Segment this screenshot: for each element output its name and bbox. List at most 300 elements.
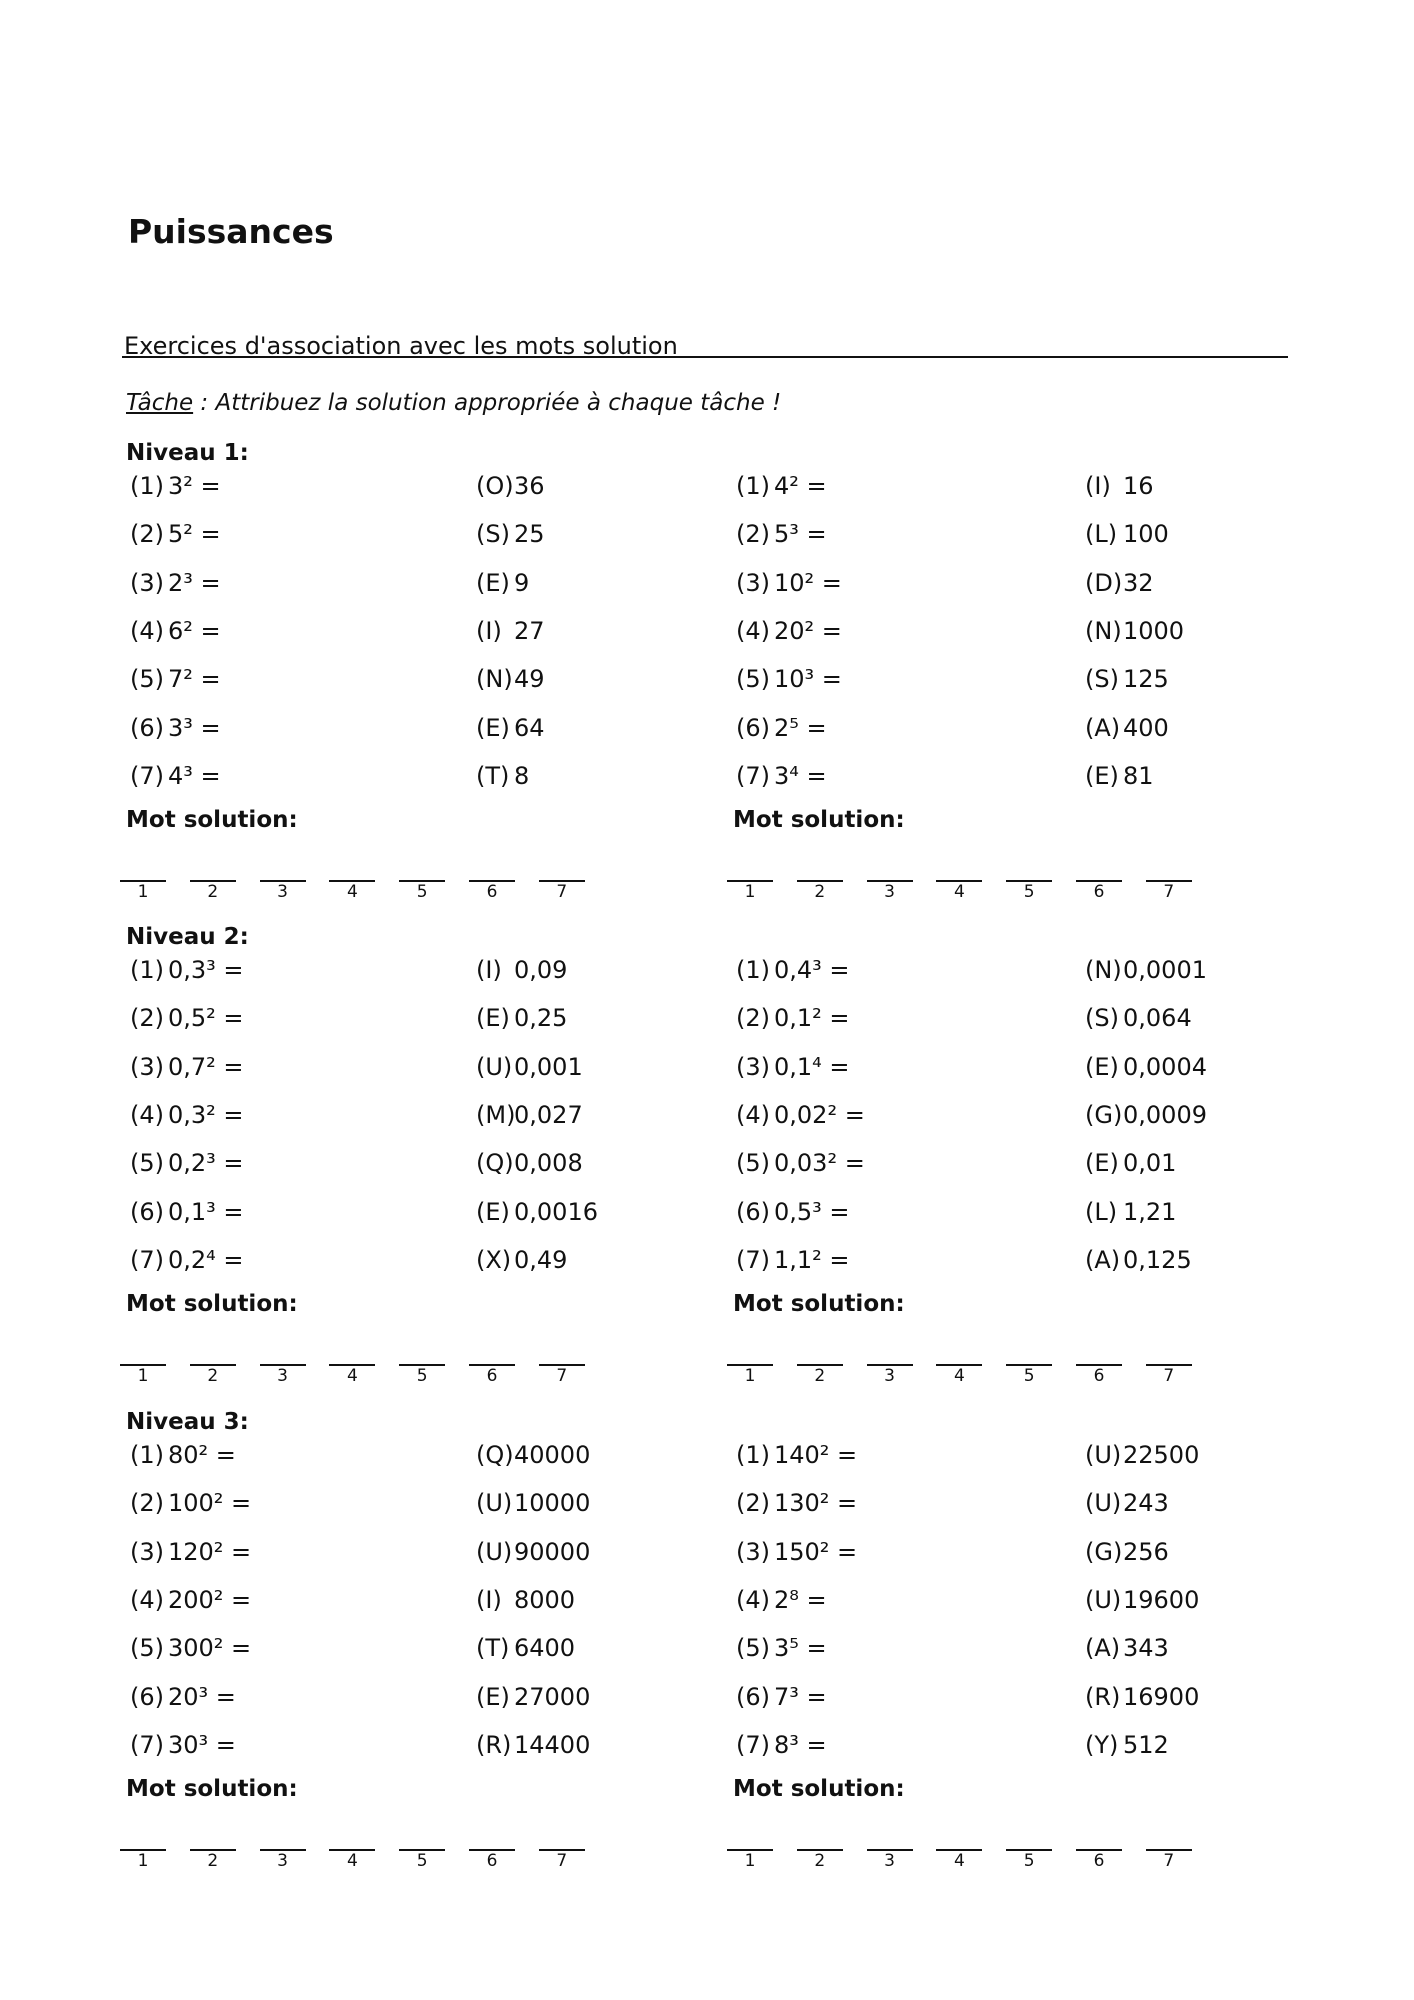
question-item <box>736 1198 850 1226</box>
answer-letter: (I) <box>1085 472 1111 500</box>
answer-value: 125 <box>1123 665 1169 694</box>
answer-value: 90000 <box>514 1537 591 1566</box>
question-item <box>130 1586 251 1614</box>
blank-number: 2 <box>814 882 826 902</box>
question-item <box>736 520 827 548</box>
blank-number: 2 <box>207 1851 219 1871</box>
answer-value: 0,027 <box>514 1100 583 1129</box>
answer-item <box>476 762 529 790</box>
mot-solution-label: Mot solution: <box>733 1776 905 1802</box>
answer-item <box>476 1731 590 1759</box>
question-expression: 0,2⁴ = <box>168 1245 244 1274</box>
question-number: (1) <box>130 1441 164 1469</box>
answer-item <box>476 1538 590 1566</box>
answer-letter: (T) <box>476 761 510 790</box>
mot-solution-label: Mot solution: <box>733 807 905 833</box>
answer-value: 27 <box>514 616 545 645</box>
blank-number: 6 <box>1093 1366 1105 1386</box>
question-number: (3) <box>130 1052 164 1081</box>
blank-number: 1 <box>744 882 756 902</box>
question-number: (3) <box>736 568 770 597</box>
blank-number: 3 <box>884 1851 895 1871</box>
question-item <box>736 665 842 693</box>
question-item <box>736 1441 857 1469</box>
blank-number: 1 <box>137 882 149 902</box>
answer-item <box>1085 1004 1192 1032</box>
answer-item <box>1085 1538 1169 1566</box>
answer-item <box>1085 665 1169 693</box>
answer-item <box>1085 1489 1169 1517</box>
question-item <box>736 956 850 984</box>
blank-number: 3 <box>277 1851 288 1871</box>
answer-item <box>476 1634 575 1662</box>
question-item <box>736 1538 857 1566</box>
niveau-title: Niveau 3: <box>126 1409 249 1435</box>
question-expression: 4³ = <box>168 761 221 790</box>
blank-number: 5 <box>416 1366 428 1386</box>
answer-value: 36 <box>514 472 545 500</box>
answer-letter: (G) <box>1085 1100 1123 1129</box>
answer-letter: (U) <box>476 1537 513 1566</box>
question-number: (5) <box>130 665 164 694</box>
question-expression: 130² = <box>774 1489 858 1518</box>
question-expression: 30³ = <box>168 1730 236 1759</box>
blank-number: 3 <box>277 882 288 902</box>
question-expression: 2⁸ = <box>774 1585 827 1614</box>
answer-letter: (A) <box>1085 1634 1121 1663</box>
blank-number: 7 <box>1163 882 1175 902</box>
answer-item <box>1085 1731 1169 1759</box>
question-expression: 0,3² = <box>168 1100 244 1129</box>
blank-number: 6 <box>486 882 498 902</box>
answer-letter: (N) <box>476 665 513 694</box>
question-number: (2) <box>130 1004 164 1033</box>
question-number: (7) <box>130 761 164 790</box>
mot-solution-label: Mot solution: <box>126 807 298 833</box>
question-item <box>736 472 827 500</box>
answer-letter: (E) <box>476 1004 510 1033</box>
task-text: : Attribuez la solution appropriée à chaque tâche ! <box>193 390 782 416</box>
question-expression: 2⁵ = <box>774 713 827 742</box>
answer-value: 22500 <box>1123 1441 1200 1469</box>
question-expression: 0,5² = <box>168 1004 244 1033</box>
answer-letter: (E) <box>1085 761 1119 790</box>
question-expression: 1,1² = <box>774 1245 850 1274</box>
question-expression: 0,1² = <box>774 1004 850 1033</box>
blank-number: 4 <box>346 1851 358 1871</box>
question-item <box>736 1683 827 1711</box>
answer-letter: (U) <box>1085 1489 1122 1518</box>
answer-item <box>1085 762 1154 790</box>
answer-item <box>476 617 545 645</box>
question-item <box>736 1004 850 1032</box>
answer-value: 0,0001 <box>1123 956 1207 984</box>
answer-item <box>476 1198 598 1226</box>
question-expression: 0,2³ = <box>168 1149 244 1178</box>
question-number: (6) <box>130 713 164 742</box>
blank-number: 4 <box>953 1366 965 1386</box>
blank-number: 5 <box>416 1851 428 1871</box>
answer-item <box>476 569 529 597</box>
question-item <box>736 1731 827 1759</box>
question-item <box>130 1489 251 1517</box>
question-number: (6) <box>736 1197 770 1226</box>
answer-letter: (M) <box>476 1100 516 1129</box>
answer-letter: (N) <box>1085 956 1122 984</box>
answer-value: 100 <box>1123 520 1169 549</box>
question-expression: 0,03² = <box>774 1149 865 1178</box>
answer-item <box>476 1586 575 1614</box>
answer-value: 9 <box>514 568 530 597</box>
question-expression: 5³ = <box>774 520 827 549</box>
answer-item <box>476 1441 590 1469</box>
answer-letter: (E) <box>1085 1149 1119 1178</box>
blank-number: 5 <box>1023 1366 1035 1386</box>
question-expression: 0,3³ = <box>168 956 244 984</box>
question-number: (5) <box>130 1634 164 1663</box>
question-item <box>130 1246 244 1274</box>
blank-number: 3 <box>884 1366 895 1386</box>
question-number: (2) <box>130 1489 164 1518</box>
question-item <box>736 569 842 597</box>
question-number: (1) <box>130 956 164 984</box>
question-expression: 0,02² = <box>774 1100 865 1129</box>
answer-letter: (Q) <box>476 1149 514 1178</box>
answer-letter: (A) <box>1085 1245 1121 1274</box>
answer-item <box>1085 1441 1199 1469</box>
answer-item <box>1085 1246 1192 1274</box>
answer-value: 32 <box>1123 568 1154 597</box>
question-expression: 80² = <box>168 1441 236 1469</box>
question-item <box>130 520 221 548</box>
blank-number: 2 <box>814 1851 826 1871</box>
answer-item <box>1085 956 1207 984</box>
answer-letter: (T) <box>476 1634 510 1663</box>
answer-item <box>476 520 545 548</box>
question-expression: 200² = <box>168 1585 252 1614</box>
answer-item <box>476 665 545 693</box>
answer-value: 0,0016 <box>514 1197 598 1226</box>
answer-item <box>1085 1634 1169 1662</box>
answer-value: 16900 <box>1123 1682 1200 1711</box>
answer-letter: (S) <box>1085 665 1119 694</box>
question-item <box>736 1489 857 1517</box>
question-expression: 20² = <box>774 616 842 645</box>
question-item <box>130 1053 244 1081</box>
answer-value: 19600 <box>1123 1585 1200 1614</box>
answer-value: 343 <box>1123 1634 1169 1663</box>
blank-number: 4 <box>953 1851 965 1871</box>
answer-item <box>1085 1683 1199 1711</box>
answer-letter: (I) <box>476 956 502 984</box>
question-number: (4) <box>736 1100 770 1129</box>
answer-item <box>476 1004 567 1032</box>
question-expression: 10² = <box>774 568 842 597</box>
question-expression: 120² = <box>168 1537 252 1566</box>
answer-item <box>1085 714 1169 742</box>
question-item <box>130 665 221 693</box>
question-number: (7) <box>736 1730 770 1759</box>
answer-letter: (E) <box>476 1197 510 1226</box>
question-number: (7) <box>130 1245 164 1274</box>
mot-solution-label: Mot solution: <box>126 1776 298 1802</box>
answer-item <box>476 472 545 500</box>
answer-value: 0,064 <box>1123 1004 1192 1033</box>
question-expression: 0,1⁴ = <box>774 1052 850 1081</box>
question-item <box>736 1246 850 1274</box>
answer-letter: (E) <box>476 568 510 597</box>
answer-letter: (A) <box>1085 713 1121 742</box>
answer-item <box>476 1246 567 1274</box>
blank-number: 1 <box>744 1366 756 1386</box>
question-item <box>736 714 827 742</box>
question-item <box>130 569 221 597</box>
answer-value: 0,0009 <box>1123 1100 1207 1129</box>
question-number: (1) <box>736 956 770 984</box>
question-item <box>130 1441 236 1469</box>
answer-value: 512 <box>1123 1730 1169 1759</box>
answer-letter: (L) <box>1085 520 1118 549</box>
answer-letter: (U) <box>1085 1441 1122 1469</box>
answer-letter: (E) <box>476 713 510 742</box>
answer-letter: (D) <box>1085 568 1123 597</box>
question-item <box>736 762 827 790</box>
question-number: (1) <box>736 472 770 500</box>
question-item <box>736 1149 865 1177</box>
question-expression: 3⁴ = <box>774 761 827 790</box>
answer-value: 1000 <box>1123 616 1185 645</box>
answer-value: 27000 <box>514 1682 591 1711</box>
answer-item <box>476 1489 590 1517</box>
question-expression: 3² = <box>168 472 221 500</box>
question-number: (4) <box>736 616 770 645</box>
question-number: (5) <box>130 1149 164 1178</box>
answer-item <box>1085 1149 1176 1177</box>
question-item <box>130 1683 236 1711</box>
question-number: (3) <box>130 568 164 597</box>
question-number: (4) <box>736 1585 770 1614</box>
question-expression: 10³ = <box>774 665 842 694</box>
question-item <box>130 472 221 500</box>
answer-item <box>1085 617 1184 645</box>
answer-value: 400 <box>1123 713 1169 742</box>
answer-letter: (O) <box>476 472 514 500</box>
answer-item <box>476 1683 590 1711</box>
answer-value: 64 <box>514 713 545 742</box>
answer-letter: (U) <box>1085 1585 1122 1614</box>
question-number: (3) <box>130 1537 164 1566</box>
question-expression: 2³ = <box>168 568 221 597</box>
question-item <box>130 1101 244 1129</box>
answer-item <box>1085 520 1169 548</box>
question-number: (1) <box>130 472 164 500</box>
blank-number: 7 <box>556 1366 568 1386</box>
question-expression: 3³ = <box>168 713 221 742</box>
answer-item <box>476 1101 583 1129</box>
blank-number: 3 <box>884 882 895 902</box>
blank-number: 7 <box>556 882 568 902</box>
blank-number: 5 <box>1023 882 1035 902</box>
answer-letter: (Q) <box>476 1441 514 1469</box>
question-number: (5) <box>736 1634 770 1663</box>
answer-value: 0,125 <box>1123 1245 1192 1274</box>
blank-number: 5 <box>1023 1851 1035 1871</box>
question-number: (1) <box>736 1441 770 1469</box>
answer-value: 49 <box>514 665 545 694</box>
question-expression: 6² = <box>168 616 221 645</box>
answer-item <box>1085 1198 1176 1226</box>
question-item <box>736 617 842 645</box>
answer-value: 0,008 <box>514 1149 583 1178</box>
answer-letter: (G) <box>1085 1537 1123 1566</box>
mot-solution-label: Mot solution: <box>126 1291 298 1317</box>
answer-value: 0,01 <box>1123 1149 1177 1178</box>
blank-number: 6 <box>1093 1851 1105 1871</box>
question-number: (2) <box>130 520 164 549</box>
question-item <box>736 1586 827 1614</box>
answer-item <box>476 956 567 984</box>
question-expression: 7² = <box>168 665 221 694</box>
question-item <box>130 762 221 790</box>
question-item <box>130 1634 251 1662</box>
answer-item <box>1085 1586 1199 1614</box>
answer-value: 8 <box>514 761 530 790</box>
question-number: (5) <box>736 1149 770 1178</box>
blank-number: 1 <box>744 1851 756 1871</box>
blank-number: 4 <box>346 882 358 902</box>
answer-item <box>476 714 545 742</box>
answer-value: 0,25 <box>514 1004 568 1033</box>
answer-value: 81 <box>1123 761 1154 790</box>
question-number: (2) <box>736 520 770 549</box>
answer-letter: (R) <box>1085 1682 1121 1711</box>
blank-number: 7 <box>1163 1366 1175 1386</box>
answer-value: 40000 <box>514 1441 591 1469</box>
section-subtitle: Exercices d'association avec les mots solution <box>124 332 678 360</box>
question-number: (6) <box>130 1197 164 1226</box>
question-number: (3) <box>736 1052 770 1081</box>
question-item <box>736 1053 850 1081</box>
question-expression: 140² = <box>774 1441 858 1469</box>
answer-letter: (Y) <box>1085 1730 1119 1759</box>
question-item <box>130 956 244 984</box>
answer-item <box>476 1149 583 1177</box>
question-number: (3) <box>736 1537 770 1566</box>
answer-letter: (R) <box>476 1730 512 1759</box>
question-item <box>130 617 221 645</box>
question-expression: 0,7² = <box>168 1052 244 1081</box>
question-number: (4) <box>130 616 164 645</box>
question-expression: 7³ = <box>774 1682 827 1711</box>
blank-number: 6 <box>486 1851 498 1871</box>
blank-number: 1 <box>137 1366 149 1386</box>
answer-letter: (U) <box>476 1052 513 1081</box>
question-expression: 300² = <box>168 1634 252 1663</box>
answer-letter: (X) <box>476 1245 512 1274</box>
blank-number: 5 <box>416 882 428 902</box>
task-label: Tâche <box>126 390 194 416</box>
answer-letter: (N) <box>1085 616 1122 645</box>
question-number: (6) <box>130 1682 164 1711</box>
blank-number: 2 <box>814 1366 826 1386</box>
question-number: (2) <box>736 1489 770 1518</box>
question-expression: 3⁵ = <box>774 1634 827 1663</box>
answer-value: 0,49 <box>514 1245 568 1274</box>
blank-number: 2 <box>207 1366 219 1386</box>
question-number: (6) <box>736 713 770 742</box>
answer-value: 25 <box>514 520 545 549</box>
answer-item <box>1085 569 1154 597</box>
question-expression: 5² = <box>168 520 221 549</box>
answer-value: 6400 <box>514 1634 576 1663</box>
answer-letter: (S) <box>1085 1004 1119 1033</box>
answer-value: 0,0004 <box>1123 1052 1207 1081</box>
answer-item <box>1085 472 1154 500</box>
answer-value: 10000 <box>514 1489 591 1518</box>
answer-letter: (I) <box>476 1585 502 1614</box>
question-item <box>130 1149 244 1177</box>
subtitle-rule <box>122 356 1288 358</box>
niveau-title: Niveau 1: <box>126 440 249 466</box>
answer-item <box>1085 1053 1207 1081</box>
question-number: (4) <box>130 1585 164 1614</box>
answer-value: 243 <box>1123 1489 1169 1518</box>
answer-letter: (E) <box>1085 1052 1119 1081</box>
question-number: (6) <box>736 1682 770 1711</box>
answer-value: 0,09 <box>514 956 568 984</box>
answer-item <box>1085 1101 1207 1129</box>
answer-letter: (E) <box>476 1682 510 1711</box>
question-expression: 20³ = <box>168 1682 236 1711</box>
answer-value: 16 <box>1123 472 1154 500</box>
blank-number: 3 <box>277 1366 288 1386</box>
blank-number: 7 <box>556 1851 568 1871</box>
answer-value: 1,21 <box>1123 1197 1177 1226</box>
blank-number: 6 <box>1093 882 1105 902</box>
question-expression: 0,5³ = <box>774 1197 850 1226</box>
question-expression: 8³ = <box>774 1730 827 1759</box>
mot-solution-label: Mot solution: <box>733 1291 905 1317</box>
blank-number: 1 <box>137 1851 149 1871</box>
answer-value: 256 <box>1123 1537 1169 1566</box>
question-expression: 100² = <box>168 1489 252 1518</box>
niveau-title: Niveau 2: <box>126 924 249 950</box>
question-item <box>736 1634 827 1662</box>
question-number: (7) <box>736 761 770 790</box>
question-expression: 150² = <box>774 1537 858 1566</box>
answer-letter: (U) <box>476 1489 513 1518</box>
question-expression: 0,1³ = <box>168 1197 244 1226</box>
question-item <box>130 1731 236 1759</box>
page-title: Puissances <box>128 212 334 251</box>
question-number: (2) <box>736 1004 770 1033</box>
question-expression: 4² = <box>774 472 827 500</box>
blank-number: 7 <box>1163 1851 1175 1871</box>
question-number: (5) <box>736 665 770 694</box>
answer-value: 0,001 <box>514 1052 583 1081</box>
question-item <box>130 714 221 742</box>
blank-number: 4 <box>953 882 965 902</box>
question-item <box>736 1101 865 1129</box>
blank-number: 6 <box>486 1366 498 1386</box>
question-item <box>130 1004 244 1032</box>
answer-letter: (I) <box>476 616 502 645</box>
question-number: (4) <box>130 1100 164 1129</box>
question-number: (7) <box>736 1245 770 1274</box>
blank-number: 2 <box>207 882 219 902</box>
question-item <box>130 1538 251 1566</box>
answer-letter: (S) <box>476 520 510 549</box>
